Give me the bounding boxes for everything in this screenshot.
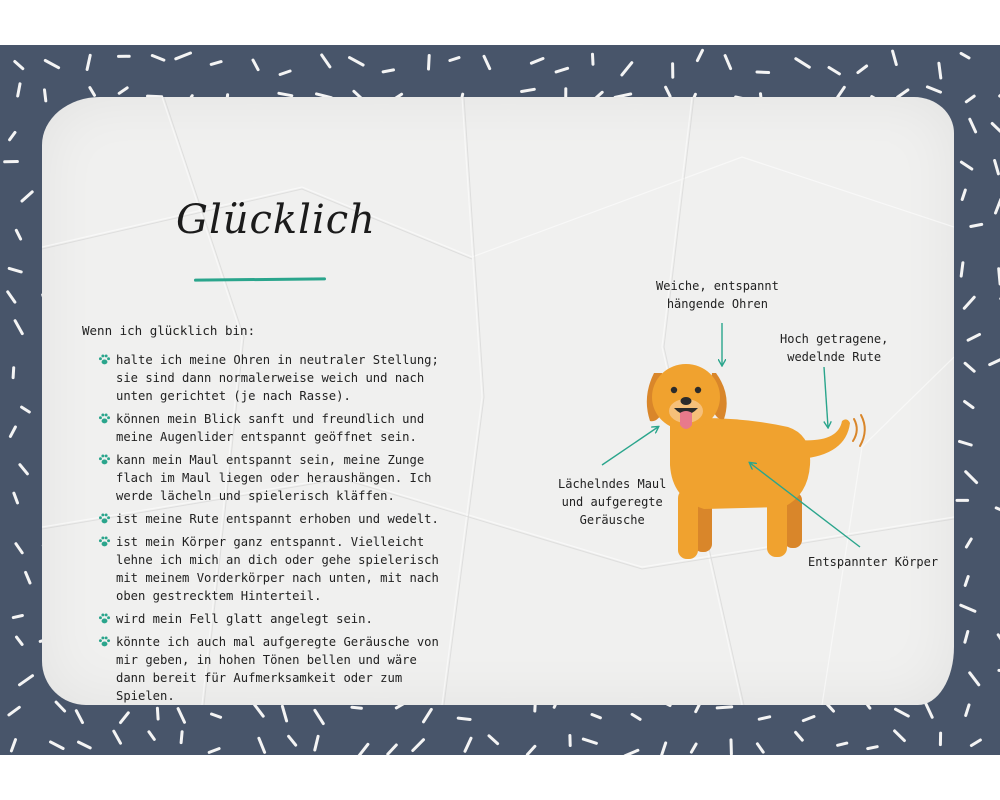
callout-mouth-line: Geräusche bbox=[579, 513, 645, 527]
dog-nose bbox=[681, 397, 692, 405]
dash-mark bbox=[962, 190, 965, 199]
list-item-text: können mein Blick sanft und freundlich und meine Augenlider entspannt geöffnet sein. bbox=[116, 412, 425, 444]
dash-mark bbox=[119, 88, 127, 94]
dash-mark bbox=[838, 743, 847, 745]
dash-mark bbox=[796, 59, 810, 67]
dash-mark bbox=[717, 707, 732, 708]
dash-mark bbox=[22, 192, 32, 201]
callout-tail-line: wedelnde Rute bbox=[787, 350, 882, 364]
dash-mark bbox=[352, 707, 362, 708]
dash-mark bbox=[896, 709, 909, 716]
dash-mark bbox=[927, 87, 940, 92]
dash-mark bbox=[289, 736, 296, 745]
dash-mark bbox=[625, 750, 638, 755]
dash-mark bbox=[666, 87, 671, 96]
callout-body-line: Entspannter Körper bbox=[808, 555, 939, 569]
dash-mark bbox=[212, 714, 221, 717]
dash-mark bbox=[11, 740, 15, 751]
dash-mark bbox=[79, 742, 91, 748]
dog-eye-left bbox=[671, 387, 677, 393]
arrow-mouth bbox=[602, 427, 658, 465]
dash-mark bbox=[181, 732, 182, 743]
list-item-text: halte ich meine Ohren in neutraler Stellung; sie sind dann normalerweise weich und nach unten gerichtet (je nach Rasse). bbox=[116, 353, 439, 403]
dash-mark bbox=[254, 704, 263, 716]
list-item-text: könnte ich auch mal aufgeregte Geräusche von mir geben, in hohen Tönen bellen und wäre dann bereit für Aufmerksamkeit oder zum Spielen. bbox=[116, 635, 439, 703]
dash-mark bbox=[51, 742, 64, 749]
dash-mark bbox=[829, 68, 839, 74]
dash-mark bbox=[697, 50, 702, 60]
dash-mark bbox=[971, 740, 980, 746]
dash-mark bbox=[16, 230, 20, 239]
dash-mark bbox=[966, 539, 971, 547]
dash-mark bbox=[966, 472, 977, 483]
dash-mark bbox=[965, 577, 968, 586]
dash-mark bbox=[960, 441, 972, 445]
callout-body bbox=[808, 553, 938, 571]
dash-mark bbox=[350, 58, 364, 65]
dash-mark bbox=[484, 56, 490, 68]
callout-mouth-line: und aufgeregte bbox=[561, 495, 663, 509]
intro-text: Wenn ich glücklich bin: bbox=[82, 323, 256, 338]
dash-mark bbox=[995, 161, 999, 174]
dash-mark bbox=[322, 55, 330, 67]
dash-mark bbox=[838, 87, 845, 97]
dash-mark bbox=[152, 56, 164, 61]
dash-mark bbox=[968, 334, 979, 340]
dash-mark bbox=[961, 53, 969, 58]
dash-mark bbox=[13, 616, 22, 618]
list-item-text: wird mein Fell glatt angelegt sein. bbox=[116, 612, 373, 626]
dash-mark bbox=[965, 363, 974, 371]
dog-back-leg-near bbox=[767, 489, 787, 557]
dash-mark bbox=[803, 717, 814, 721]
dash-mark bbox=[13, 368, 14, 378]
callout-ears-line: Weiche, entspannt bbox=[656, 279, 779, 293]
dash-mark bbox=[757, 744, 763, 752]
dash-mark bbox=[20, 676, 33, 685]
dash-mark bbox=[76, 711, 82, 723]
dash-mark bbox=[465, 738, 471, 751]
dash-mark bbox=[15, 62, 23, 69]
callout-ears-line: hängende Ohren bbox=[666, 297, 768, 311]
dash-mark bbox=[970, 119, 976, 132]
dash-mark bbox=[315, 736, 318, 750]
dash-mark bbox=[279, 93, 292, 95]
list-item-text: ist meine Rute entspannt erhoben und wedelt. bbox=[116, 512, 439, 526]
dash-mark bbox=[965, 632, 968, 643]
dash-mark bbox=[209, 749, 219, 753]
dash-mark bbox=[280, 71, 290, 75]
dog-eye-right bbox=[695, 387, 701, 393]
dash-mark bbox=[592, 715, 600, 718]
dash-mark bbox=[757, 72, 769, 73]
dash-mark bbox=[211, 62, 221, 65]
dash-mark bbox=[14, 493, 18, 503]
dash-mark bbox=[990, 359, 1000, 365]
dash-mark bbox=[970, 673, 979, 685]
dash-mark bbox=[966, 96, 974, 102]
dash-mark bbox=[458, 718, 470, 719]
dash-mark bbox=[527, 746, 535, 754]
callout-mouth bbox=[558, 475, 666, 529]
dash-mark bbox=[424, 709, 432, 721]
tail-wag-lines bbox=[853, 415, 865, 446]
callout-mouth-line: Lächelndes Maul bbox=[558, 477, 667, 491]
dash-mark bbox=[926, 704, 932, 717]
dash-mark bbox=[26, 572, 30, 583]
dash-mark bbox=[17, 637, 23, 644]
dog-tongue bbox=[680, 411, 692, 429]
dash-mark bbox=[966, 705, 969, 716]
dash-mark bbox=[9, 707, 19, 715]
dash-mark bbox=[121, 713, 129, 723]
callout-tail bbox=[780, 330, 888, 366]
dash-mark bbox=[661, 743, 665, 755]
dash-mark bbox=[725, 56, 731, 69]
dash-mark bbox=[522, 89, 535, 91]
dash-mark bbox=[282, 706, 286, 721]
dash-mark bbox=[858, 66, 867, 73]
crumpled-paper-card bbox=[42, 97, 954, 705]
dash-mark bbox=[996, 508, 1000, 512]
dash-mark bbox=[996, 199, 1000, 213]
dash-mark bbox=[383, 70, 393, 72]
dog-illustration bbox=[42, 97, 954, 705]
dash-mark bbox=[15, 321, 22, 334]
dash-mark bbox=[632, 714, 640, 719]
dash-mark bbox=[9, 268, 21, 272]
dash-mark bbox=[18, 84, 20, 96]
callout-tail-line: Hoch getragene, bbox=[780, 332, 889, 346]
dash-mark bbox=[583, 739, 596, 743]
dash-mark bbox=[971, 224, 982, 226]
dash-mark bbox=[691, 744, 696, 752]
dog-diagram bbox=[42, 97, 954, 705]
dash-mark bbox=[531, 59, 543, 64]
dash-mark bbox=[965, 402, 973, 408]
dash-mark bbox=[149, 732, 154, 740]
dash-mark bbox=[45, 61, 58, 68]
dash-mark bbox=[961, 162, 971, 169]
dash-mark bbox=[22, 407, 30, 412]
dash-mark bbox=[489, 736, 498, 744]
dash-mark bbox=[259, 738, 265, 752]
dash-mark bbox=[796, 732, 803, 740]
dash-mark bbox=[114, 731, 121, 743]
dash-mark bbox=[10, 132, 15, 139]
patterned-frame bbox=[0, 45, 1000, 755]
dash-mark bbox=[388, 745, 397, 754]
dash-mark bbox=[157, 708, 158, 719]
dash-mark bbox=[593, 54, 594, 64]
dash-mark bbox=[90, 88, 95, 96]
dash-mark bbox=[253, 60, 258, 70]
dog-front-leg-near bbox=[678, 489, 698, 559]
dash-mark bbox=[992, 124, 1000, 132]
dash-mark bbox=[10, 427, 15, 436]
dash-mark bbox=[413, 740, 424, 751]
list-item-text: kann mein Maul entspannt sein, meine Zunge flach im Maul liegen oder heraushängen. Ich werde lächeln und spielerisch kläffen. bbox=[116, 453, 432, 503]
dash-mark bbox=[556, 68, 568, 72]
dash-mark bbox=[961, 263, 963, 276]
page-title: Glücklich bbox=[176, 197, 376, 243]
callout-ears bbox=[656, 277, 779, 313]
list-item-text: ist mein Körper ganz entspannt. Vielleicht lehne ich mich an dich oder gehe spielerisch mit meinem Vorderkörper nach unten, mit nach oben gestrecktem Hinterteil. bbox=[116, 535, 439, 603]
dash-mark bbox=[429, 56, 430, 70]
dash-mark bbox=[895, 731, 905, 741]
dash-mark bbox=[178, 709, 184, 723]
dash-mark bbox=[961, 605, 975, 611]
dash-mark bbox=[16, 544, 22, 553]
dash-mark bbox=[359, 744, 368, 755]
dash-mark bbox=[964, 297, 974, 308]
dash-mark bbox=[450, 58, 459, 61]
dash-mark bbox=[176, 53, 191, 59]
dash-mark bbox=[8, 292, 15, 302]
dash-mark bbox=[759, 717, 770, 719]
dash-mark bbox=[893, 51, 897, 64]
dash-mark bbox=[315, 710, 323, 723]
dash-mark bbox=[868, 747, 878, 749]
dash-mark bbox=[939, 63, 941, 78]
dash-mark bbox=[87, 55, 90, 69]
dash-mark bbox=[622, 63, 632, 75]
arrow-tail bbox=[824, 367, 828, 427]
dash-mark bbox=[20, 465, 28, 474]
